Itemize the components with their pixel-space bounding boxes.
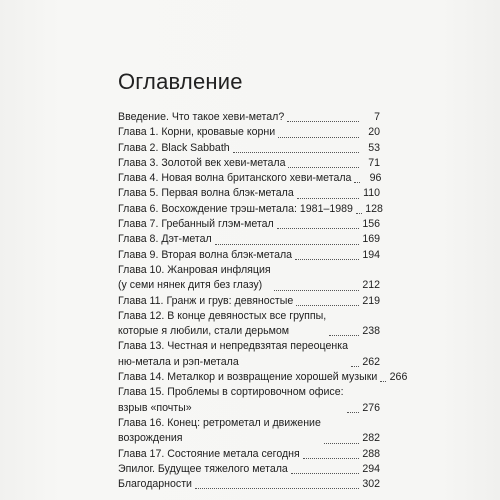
toc-entry-page-number: 96 xyxy=(369,172,382,185)
toc-entry-title xyxy=(118,477,192,492)
toc-entry xyxy=(118,447,380,462)
dot-leader xyxy=(354,182,360,183)
dot-leader xyxy=(215,244,359,245)
toc-entry xyxy=(118,309,380,340)
dot-leader xyxy=(295,259,359,260)
toc-entry xyxy=(118,202,383,217)
dot-leader xyxy=(288,167,359,168)
dot-leader xyxy=(356,213,362,214)
toc-entry xyxy=(118,186,380,201)
toc-entry-title-line: которые я любили, стали дерьмом xyxy=(118,325,290,338)
toc-entry-page-number: 156 xyxy=(362,218,380,231)
toc-entry xyxy=(118,385,380,416)
dot-leader xyxy=(277,228,359,229)
toc-entry-page-number: 288 xyxy=(362,447,380,460)
toc-entry-title xyxy=(118,294,293,309)
toc-entry xyxy=(118,370,408,385)
toc-entry-title-line: Глава 9. Вторая волна блэк-метала xyxy=(118,248,293,261)
toc-entry xyxy=(118,110,380,125)
dot-leader xyxy=(195,488,359,489)
toc-entry-page-number: 276 xyxy=(362,401,380,414)
toc-entry-title xyxy=(118,202,353,217)
toc-entry-title-line: Глава 8. Дэт-метал xyxy=(118,233,212,246)
toc-entry-title-line: Благодарности xyxy=(118,478,192,491)
dot-leader xyxy=(233,152,359,153)
dot-leader xyxy=(380,381,386,382)
dot-leader xyxy=(274,290,359,291)
toc-entry xyxy=(118,462,380,477)
toc-entry-title-line: ню-метала и рэп-метала xyxy=(118,355,239,368)
dot-leader xyxy=(324,443,359,444)
table-of-contents xyxy=(118,110,408,492)
toc-entry-title xyxy=(118,141,230,156)
toc-entry-title xyxy=(118,416,321,447)
toc-entry-title xyxy=(118,339,348,370)
toc-entry-page-number: 169 xyxy=(362,233,380,246)
toc-entry-title-line: Глава 14. Металкор и возвращение хорошей музыки xyxy=(118,371,378,384)
toc-entry-title-line: Глава 10. Жанровая инфляция xyxy=(118,263,271,276)
toc-entry-title-line: Глава 11. Гранж и грув: девяностые xyxy=(118,294,294,307)
toc-entry-title-line: взрыв «почты» xyxy=(118,401,192,414)
dot-leader xyxy=(297,198,359,199)
dot-leader xyxy=(291,473,359,474)
toc-entry-page-number: 53 xyxy=(368,141,380,154)
toc-entry-title xyxy=(118,156,285,171)
toc-entry-page-number: 302 xyxy=(362,478,380,491)
toc-entry-page-number: 20 xyxy=(368,126,380,139)
toc-entry xyxy=(118,171,380,186)
toc-entry-page-number: 282 xyxy=(362,432,380,445)
toc-entry-title xyxy=(118,125,275,140)
toc-entry-page-number: 110 xyxy=(363,187,380,200)
dot-leader xyxy=(278,137,359,138)
toc-entry-title xyxy=(118,248,292,263)
toc-entry-title xyxy=(118,462,288,477)
toc-entry-page-number: 266 xyxy=(389,371,408,384)
toc-entry-title-line: Глава 3. Золотой век хеви-метала xyxy=(118,156,286,169)
toc-entry-title xyxy=(118,186,294,201)
toc-entry-page-number: 219 xyxy=(362,294,380,307)
page-title: Оглавление xyxy=(118,69,243,94)
dot-leader xyxy=(303,458,359,459)
toc-entry xyxy=(118,125,380,140)
toc-entry-title-line: Глава 6. Восхождение трэш-метала: 1981–1989 xyxy=(118,202,353,215)
toc-entry-title-line: Глава 16. Конец: ретрометал и движение xyxy=(118,416,321,429)
toc-entry-title-line: Глава 13. Честная и непредвзятая переоценка xyxy=(118,340,348,353)
toc-entry-title-line: Глава 1. Корни, кровавые корни xyxy=(118,126,276,139)
dot-leader xyxy=(351,366,359,367)
toc-entry-title-line: Глава 15. Проблемы в сортировочном офисе: xyxy=(118,386,344,399)
toc-entry xyxy=(118,294,380,309)
toc-entry-title-line: Глава 4. Новая волна британского хеви-метала xyxy=(118,172,352,185)
toc-entry xyxy=(118,263,380,294)
dot-leader xyxy=(347,412,359,413)
toc-entry-title-line: Введение. Что такое хеви-метал? xyxy=(118,111,285,123)
toc-entry-page-number: 238 xyxy=(362,325,380,338)
toc-entry-title xyxy=(118,110,284,125)
toc-entry-title xyxy=(118,217,274,232)
dot-leader xyxy=(329,335,359,336)
toc-entry-page-number: 128 xyxy=(365,202,383,215)
toc-entry-page-number: 7 xyxy=(374,111,380,123)
toc-entry-title-line: Глава 12. В конце девяностых все группы, xyxy=(118,309,327,322)
toc-entry-page-number: 194 xyxy=(362,248,380,261)
toc-entry xyxy=(118,248,380,263)
toc-entry-title xyxy=(118,232,212,247)
toc-entry xyxy=(118,156,380,171)
toc-entry xyxy=(118,141,380,156)
toc-entry-title-line: Эпилог. Будущее тяжелого метала xyxy=(118,462,288,475)
toc-entry-page-number: 212 xyxy=(362,279,380,292)
toc-entry-title-line: Глава 5. Первая волна блэк-метала xyxy=(118,187,294,200)
toc-entry-title-line: возрождения xyxy=(118,432,183,445)
toc-entry-title xyxy=(118,263,271,294)
toc-entry-title-line: Глава 2. Black Sabbath xyxy=(118,141,230,154)
toc-entry-page-number: 262 xyxy=(362,355,380,368)
toc-entry-title-line: Глава 17. Состояние метала сегодня xyxy=(118,447,300,460)
toc-entry-title xyxy=(118,447,300,462)
toc-entry xyxy=(118,217,380,232)
toc-entry xyxy=(118,477,380,492)
toc-entry xyxy=(118,339,380,370)
dot-leader xyxy=(287,121,359,122)
toc-entry xyxy=(118,232,380,247)
toc-entry-page-number: 294 xyxy=(362,462,380,475)
toc-entry-title xyxy=(118,171,351,186)
toc-entry xyxy=(118,416,380,447)
toc-entry-title-line: Глава 7. Гребанный глэм-метал xyxy=(118,218,274,231)
toc-entry-page-number: 71 xyxy=(368,156,380,169)
toc-entry-title xyxy=(118,370,377,385)
toc-entry-title xyxy=(118,309,326,340)
toc-entry-title xyxy=(118,385,344,416)
dot-leader xyxy=(296,305,359,306)
toc-entry-title-line: (у семи нянек дитя без глазу) xyxy=(118,279,263,292)
